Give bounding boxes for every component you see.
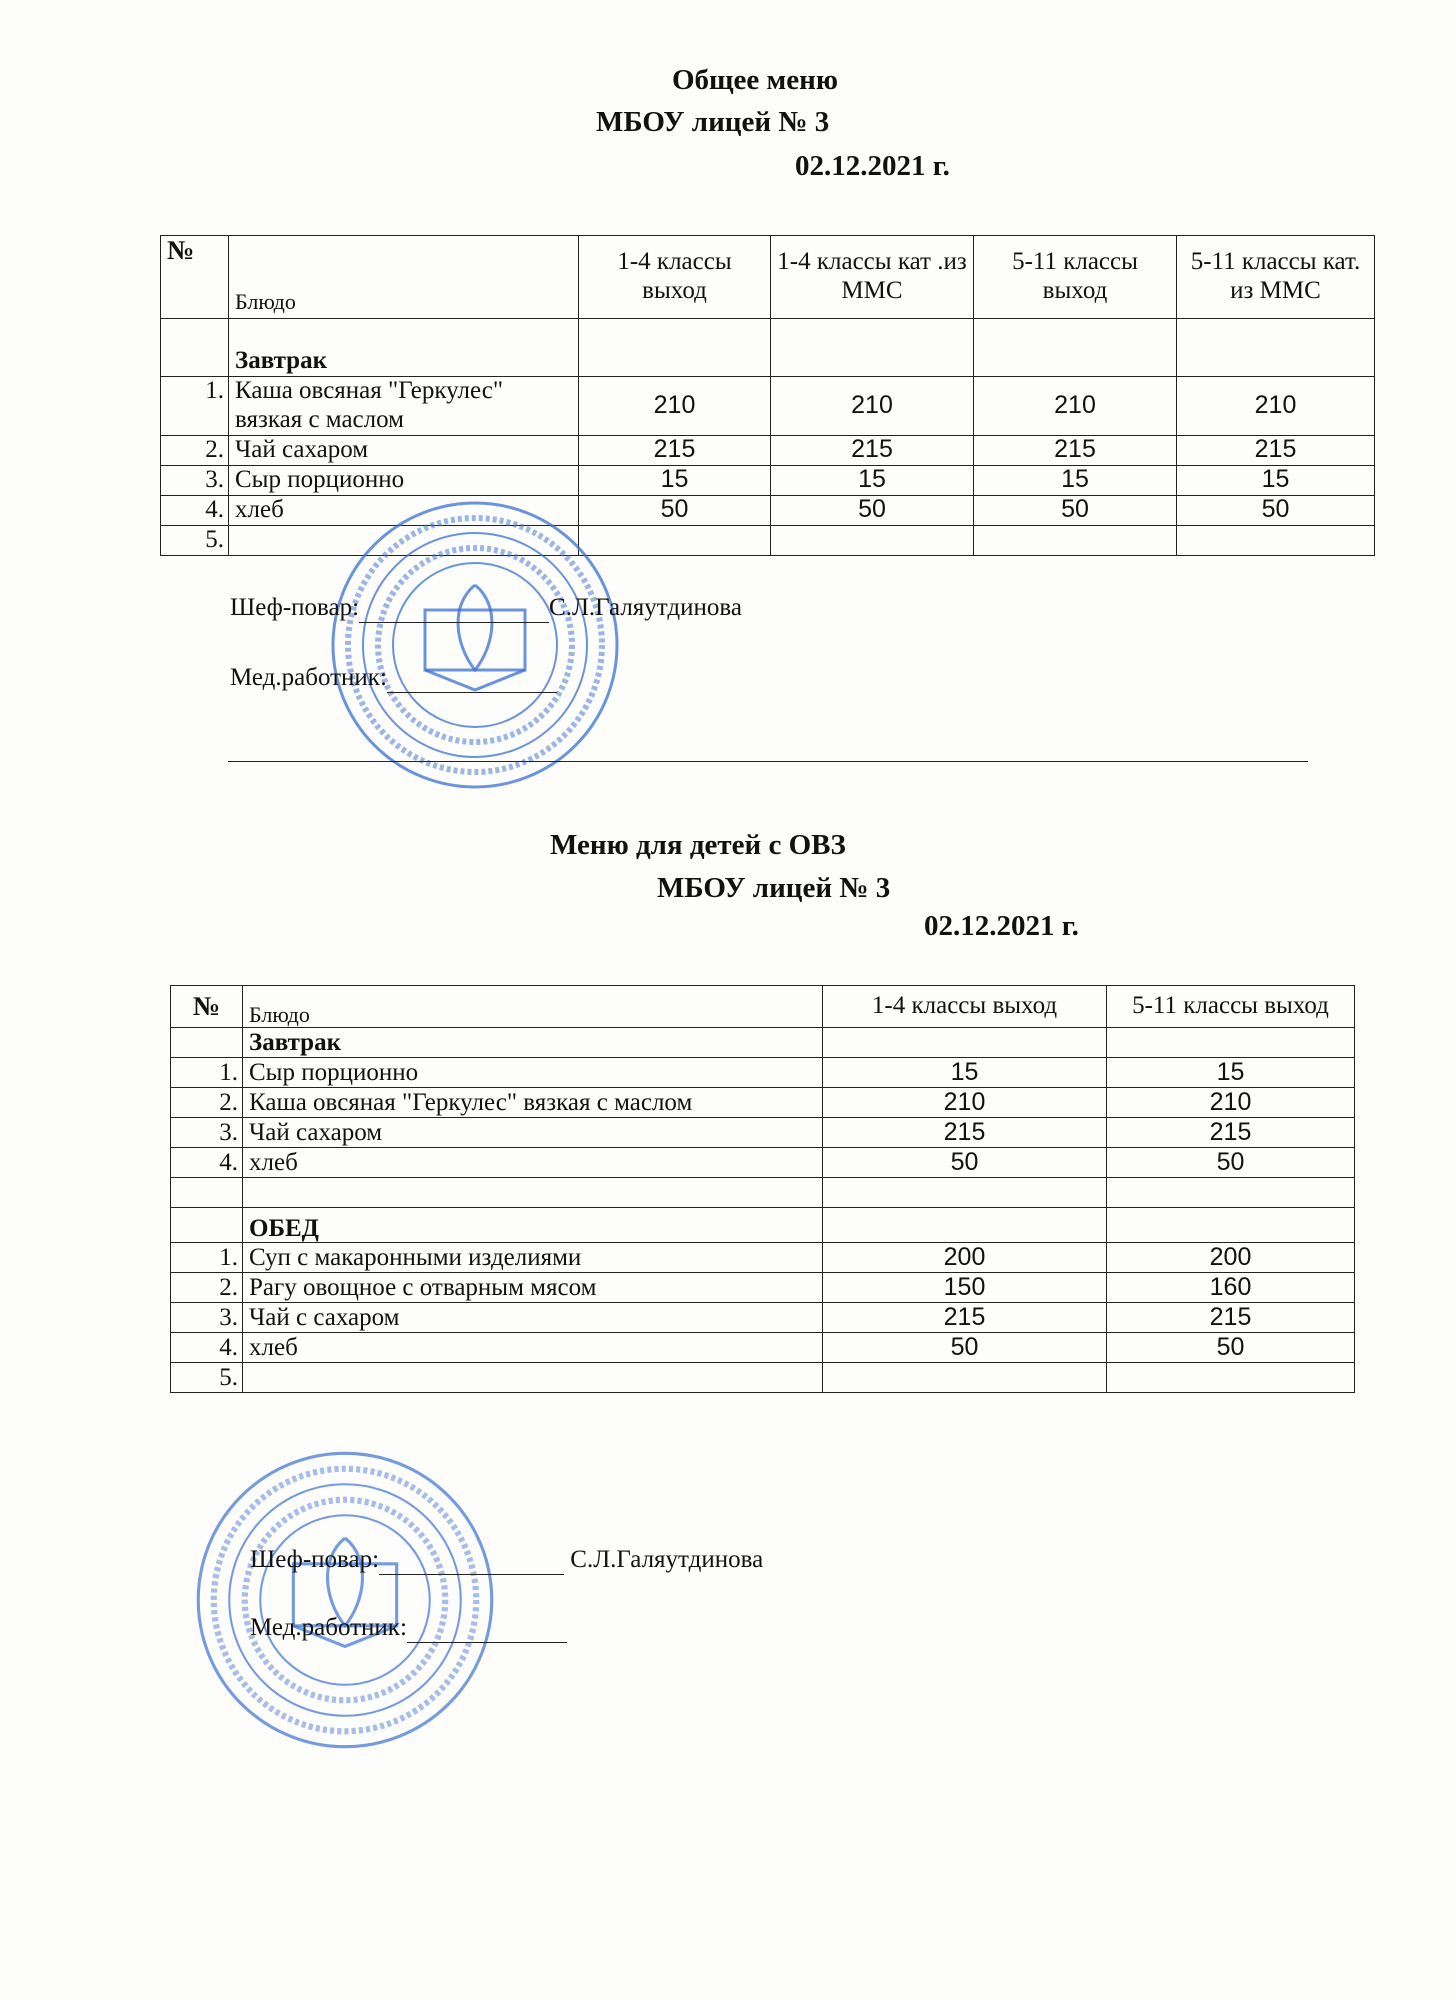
value-cell: 160: [1107, 1273, 1355, 1303]
value-cell: 15: [771, 465, 974, 495]
dish-name: хлеб: [243, 1148, 823, 1178]
dish-name: Чай сахаром: [243, 1118, 823, 1148]
general-chef-signature: [230, 594, 742, 623]
table-row: [171, 1333, 1355, 1363]
value-cell: 215: [579, 435, 771, 465]
row-number: 2.: [171, 1273, 243, 1303]
value-cell: 200: [823, 1243, 1107, 1273]
table-header-row: [161, 236, 1375, 319]
section-label: Завтрак: [243, 1028, 823, 1058]
dish-name: Суп с макаронными изделиями: [243, 1243, 823, 1273]
value-cell: 50: [823, 1148, 1107, 1178]
value-cell: 210: [974, 377, 1177, 436]
col-no-header: №: [171, 986, 243, 1028]
col-dish-header: Блюдо: [229, 236, 579, 319]
value-cell: 215: [1107, 1118, 1355, 1148]
col-header: 1-4 классы кат .из ММС: [771, 236, 974, 319]
row-number: 3.: [161, 465, 229, 495]
ovz-med-signature: [250, 1614, 567, 1643]
chef-label: Шеф-повар:: [250, 1546, 380, 1573]
value-cell: 15: [579, 465, 771, 495]
dish-name: Сыр порционно: [229, 465, 579, 495]
ovz-menu-date: 02.12.2021 г.: [924, 910, 1079, 942]
row-number: 1.: [161, 377, 229, 436]
value-cell: 200: [1107, 1243, 1355, 1273]
value-cell: 215: [1107, 1303, 1355, 1333]
value-cell: 215: [771, 435, 974, 465]
dish-name: Сыр порционно: [243, 1058, 823, 1088]
signature-line: [359, 594, 549, 623]
dish-name: Каша овсяная "Геркулес" вязкая с маслом: [243, 1088, 823, 1118]
section-label: ОБЕД: [243, 1208, 823, 1243]
general-menu-title: Общее меню: [672, 64, 839, 96]
row-number: 4.: [171, 1148, 243, 1178]
section-row: [171, 1028, 1355, 1058]
ovz-menu-table: [170, 985, 1355, 1393]
row-number: 3.: [171, 1118, 243, 1148]
chef-name: С.Л.Галяутдинова: [570, 1546, 764, 1573]
value-cell: 50: [1107, 1333, 1355, 1363]
table-row: [161, 435, 1375, 465]
value-cell: 215: [823, 1303, 1107, 1333]
value-cell: [974, 525, 1177, 555]
value-cell: 15: [1107, 1058, 1355, 1088]
dish-name: Чай с сахаром: [243, 1303, 823, 1333]
value-cell: 15: [1177, 465, 1375, 495]
row-number: 5.: [171, 1363, 243, 1393]
table-row: [161, 465, 1375, 495]
row-number: 2.: [171, 1088, 243, 1118]
general-med-signature: [230, 664, 557, 693]
dish-name: Рагу овощное с отварным мясом: [243, 1273, 823, 1303]
table-row: [171, 1088, 1355, 1118]
chef-name: С.Л.Галяутдинова: [549, 594, 742, 621]
school-stamp: [190, 1445, 500, 1755]
row-number: 4.: [161, 495, 229, 525]
value-cell: 15: [974, 465, 1177, 495]
row-number: 2.: [161, 435, 229, 465]
section-row: [161, 319, 1375, 377]
dish-name: Чай сахаром: [229, 435, 579, 465]
signature-line: [407, 1614, 567, 1643]
row-number: 4.: [171, 1333, 243, 1363]
general-menu-school: МБОУ лицей № 3: [596, 106, 830, 138]
table-header-row: [171, 986, 1355, 1028]
value-cell: 15: [823, 1058, 1107, 1088]
dish-name: Каша овсяная "Геркулес" вязкая с маслом: [229, 377, 579, 436]
table-row: [161, 377, 1375, 436]
value-cell: [1177, 525, 1375, 555]
col-no-header: №: [161, 236, 229, 319]
table-row: [171, 1273, 1355, 1303]
value-cell: [823, 1363, 1107, 1393]
signature-line: [379, 1546, 564, 1575]
col-header: 5-11 классы выход: [974, 236, 1177, 319]
row-number: 1.: [171, 1058, 243, 1088]
value-cell: 50: [579, 495, 771, 525]
empty-row: [171, 1178, 1355, 1208]
value-cell: 210: [1177, 377, 1375, 436]
value-cell: 215: [1177, 435, 1375, 465]
dish-name: [243, 1363, 823, 1393]
col-header: 1-4 классы выход: [579, 236, 771, 319]
value-cell: 50: [1107, 1148, 1355, 1178]
row-number: 3.: [171, 1303, 243, 1333]
ovz-menu-title: Меню для детей с ОВЗ: [550, 829, 846, 861]
value-cell: 50: [1177, 495, 1375, 525]
table-row: [171, 1243, 1355, 1273]
table-row: [171, 1058, 1355, 1088]
col-header: 1-4 классы выход: [823, 986, 1107, 1028]
value-cell: 210: [579, 377, 771, 436]
chef-label: Шеф-повар:: [230, 594, 360, 621]
col-header: 5-11 классы выход: [1107, 986, 1355, 1028]
row-number: 5.: [161, 525, 229, 555]
table-row: [171, 1148, 1355, 1178]
value-cell: [1107, 1363, 1355, 1393]
section-row: [171, 1208, 1355, 1243]
col-dish-header: Блюдо: [243, 986, 823, 1028]
value-cell: 210: [823, 1088, 1107, 1118]
value-cell: 50: [823, 1333, 1107, 1363]
table-row: [171, 1303, 1355, 1333]
row-number: 1.: [171, 1243, 243, 1273]
value-cell: 50: [974, 495, 1177, 525]
col-header: 5-11 классы кат. из ММС: [1177, 236, 1375, 319]
section-label: Завтрак: [229, 319, 579, 377]
dish-name: хлеб: [229, 495, 579, 525]
signature-line: [387, 664, 557, 693]
med-label: Мед.работник:: [230, 664, 387, 691]
value-cell: 215: [974, 435, 1177, 465]
school-stamp: [325, 495, 625, 795]
value-cell: 210: [1107, 1088, 1355, 1118]
med-label: Мед.работник:: [250, 1614, 407, 1641]
table-row: [171, 1118, 1355, 1148]
value-cell: 210: [771, 377, 974, 436]
value-cell: 50: [771, 495, 974, 525]
table-row: [171, 1363, 1355, 1393]
ovz-chef-signature: [250, 1546, 763, 1575]
dish-name: хлеб: [243, 1333, 823, 1363]
value-cell: [771, 525, 974, 555]
section-divider: [228, 761, 1308, 762]
ovz-menu-school: МБОУ лицей № 3: [657, 872, 891, 904]
value-cell: 215: [823, 1118, 1107, 1148]
value-cell: 150: [823, 1273, 1107, 1303]
general-menu-date: 02.12.2021 г.: [795, 150, 950, 182]
